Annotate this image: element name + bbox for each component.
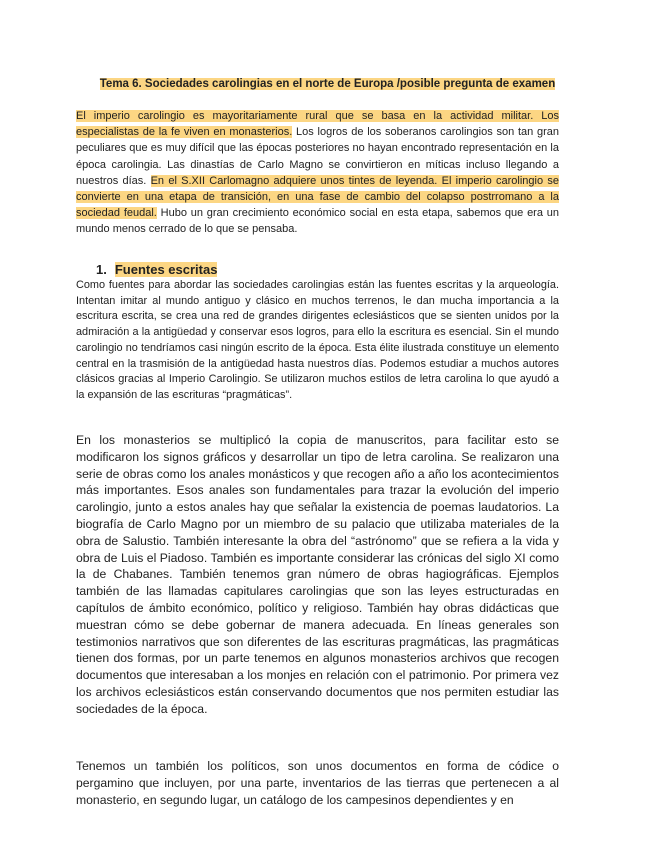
paragraph-fuentes: Como fuentes para abordar las sociedades carolingias están las fuentes escritas y la arqueología. Intentan imitar al mundo antiguo y clásico en muchos terrenos, le dan mucha importancia a la escritura escrita, se crea una red de grandes dirigentes eclesiásticos que se sienten unidos por la admiración a la antigüedad y conservar esos logros, para ello la escritura es esencial. Sin el mundo carolingio no tendríamos casi ningún escrito de la época. Esta élite ilustrada constituye un elemento central en la trasmisión de la antigüedad hasta nuestros días. Podemos estudiar a muchos autores clásicos gracias al Imperio Carolingio. Se utilizaron muchos estilos de letra carolina lo que ayudó a la expansión de las escrituras “pragmáticas”. <box>76 279 559 401</box>
intro-text-1: Los logros de los soberanos carolingios son tan gran peculiares que es muy difícil que las épocas posteriores no hayan encontrado representación en la época carolingia. Las dinastías de Carlo Magno se convirtieron en míticas incluso llegando a nuestros días. <box>76 126 560 187</box>
section-title: Fuentes escritas <box>114 262 218 277</box>
paragraph-monasterios: En los monasterios se multiplicó la copia de manuscritos, para facilitar esto se modificaron los signos gráficos y desarrollar un tipo de letra carolina. Se realizaron una serie de obras como los anales monásticos y que recogen año a año los acontecimientos más importantes. Esos anales son fundamentales para trazar la evolución del imperio carolingio, junto a estos anales hay que señalar la existencia de poemas laudatorios. La biografía de Carlo Magno por un miembro de su palacio que utilizaba materiales de la obra de Salustio. También interesante la obra del “astrónomo” que se refiera a la vida y obra de Luis el Piadoso. También es importante considerar las crónicas del siglo XI como la de Chabanes. También tenemos gran número de obras hagiográficas. Ejemplos también de las llamadas capitulares carolingias que son las leyes estructuradas en capítulos de ámbito económico, político y religioso. También hay obras didácticas que muestran cómo se debe gobernar de manera adecuada. En líneas generales son testimonios narrativos que son diferentes de las escrituras pragmáticas, las pragmáticas tienen dos formas, por un parte tenemos en algunos monasterios archivos que recogen documentos que interesaban a los monjes en relación con el patrimonio. Por primera vez los archivos eclesiásticos están conservando documentos que nos permiten estudiar las sociedades de la época. <box>76 433 559 716</box>
intro-text-2: Hubo un gran crecimiento económico social en esta etapa, sabemos que era un mundo menos cerrado de lo que se pensaba. <box>76 207 559 236</box>
document-title <box>0 78 655 90</box>
highlight-rural-empire: El imperio carolingio es mayoritariamente rural que se basa en la actividad militar. Los especialistas de la fe viven en monasterios. <box>76 110 559 139</box>
highlight-legend-transition: En el S.XII Carlomagno adquiere unos tintes de leyenda. El imperio carolingio se convierte en una etapa de transición, en una fase de cambio del colapso postrromano a la sociedad feudal. <box>76 174 559 220</box>
intro-paragraph <box>76 108 559 238</box>
section-number: 1. <box>96 262 107 277</box>
document-title-text: Tema 6. Sociedades carolingias en el norte de Europa /posible pregunta de examen <box>99 78 556 90</box>
paragraph-polipticos: Tenemos un también los políticos, son unos documentos en forma de códice o pergamino que incluyen, por una parte, inventarios de las tierras que pertenecen a al monasterio, en segundo lugar, un catálogo de los campesinos dependientes y en <box>76 759 559 807</box>
section-heading-fuentes <box>96 262 217 277</box>
